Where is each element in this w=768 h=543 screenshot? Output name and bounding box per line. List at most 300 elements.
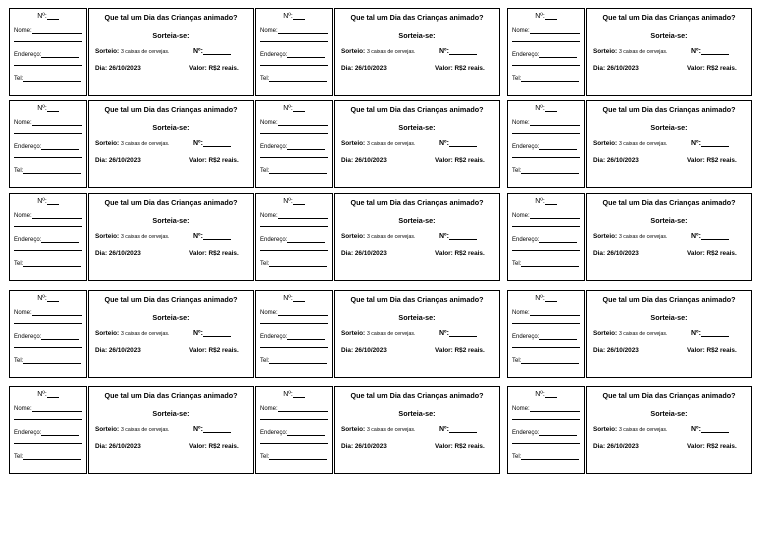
stub-phone-field (14, 453, 81, 460)
stub-phone-label: Tel: (512, 358, 522, 364)
ticket-subtitle: Sorteia-se: (152, 313, 190, 322)
stub-number (256, 294, 332, 302)
stub-address-line (287, 143, 325, 150)
ticket-stub (507, 193, 585, 281)
stub-number-blank (293, 12, 305, 20)
stub-address-line-2 (512, 347, 580, 348)
stub-phone-label: Tel: (512, 168, 522, 174)
prize-text: 3 caixas de cervejas. (120, 234, 170, 240)
stub-name-field (512, 27, 580, 34)
ticket-number-blank (449, 47, 477, 55)
ticket-body (334, 8, 500, 96)
prize-line (341, 48, 415, 55)
stub-address-label: Endereço: (260, 52, 288, 58)
stub-phone-label: Tel: (14, 454, 24, 460)
ticket-number-blank (449, 232, 477, 240)
stub-address-field (260, 333, 325, 340)
ticket-number-blank (701, 139, 729, 147)
ticket-number (691, 139, 729, 147)
stub-phone-field (14, 260, 81, 267)
stub-name-line (530, 119, 580, 126)
stub-address-field (512, 236, 577, 243)
ticket-number (691, 425, 729, 433)
ticket-number-blank (701, 329, 729, 337)
stub-name-line (278, 27, 328, 34)
stub-phone-line (23, 453, 81, 460)
prize-label: Sorteio: (593, 48, 618, 55)
ticket-body (88, 386, 254, 474)
ticket-stub (255, 193, 333, 281)
stub-name-field (14, 309, 82, 316)
stub-phone-label: Tel: (260, 261, 270, 267)
stub-number (256, 104, 332, 112)
stub-address-line (287, 236, 325, 243)
stub-name-field (14, 212, 82, 219)
ticket-price: Valor: R$2 reais. (189, 443, 239, 450)
ticket-subtitle: Sorteia-se: (398, 216, 436, 225)
draw-date: Dia: 26/10/2023 (95, 347, 141, 354)
stub-name-line-2 (512, 419, 580, 420)
ticket-number-blank (203, 139, 231, 147)
stub-address-line (539, 429, 577, 436)
prize-label: Sorteio: (593, 140, 618, 147)
ticket-number-label: Nº: (691, 140, 701, 147)
stub-phone-line (269, 453, 327, 460)
ticket-number (439, 329, 477, 337)
stub-name-field (512, 119, 580, 126)
stub-phone-line (521, 75, 579, 82)
ticket-number (439, 232, 477, 240)
stub-number-label: Nº: (37, 391, 47, 398)
stub-name-line (530, 309, 580, 316)
stub-name-line-2 (260, 419, 328, 420)
stub-name-line-2 (14, 133, 82, 134)
ticket-number (193, 232, 231, 240)
stub-name-line-2 (260, 323, 328, 324)
ticket-number (193, 47, 231, 55)
stub-phone-field (512, 260, 579, 267)
stub-name-line (278, 309, 328, 316)
stub-name-label: Nome: (14, 120, 32, 126)
stub-name-line-2 (260, 133, 328, 134)
stub-address-line (287, 429, 325, 436)
prize-text: 3 caixas de cervejas. (120, 427, 170, 433)
stub-phone-field (260, 260, 327, 267)
stub-address-line-2 (14, 250, 82, 251)
stub-phone-label: Tel: (512, 261, 522, 267)
stub-number-label: Nº: (37, 198, 47, 205)
stub-address-field (512, 333, 577, 340)
ticket-stub (9, 8, 87, 96)
draw-date: Dia: 26/10/2023 (95, 157, 141, 164)
stub-number-blank (293, 294, 305, 302)
stub-phone-field (512, 167, 579, 174)
ticket-number (193, 139, 231, 147)
stub-phone-line (521, 357, 579, 364)
stub-name-label: Nome: (260, 406, 278, 412)
draw-date: Dia: 26/10/2023 (593, 347, 639, 354)
stub-name-line-2 (260, 41, 328, 42)
stub-number-label: Nº: (283, 198, 293, 205)
ticket-stub (9, 290, 87, 378)
ticket-number-blank (449, 425, 477, 433)
stub-address-field (14, 236, 79, 243)
stub-address-line-2 (512, 65, 580, 66)
stub-number-label: Nº: (535, 105, 545, 112)
prize-text: 3 caixas de cervejas. (618, 331, 668, 337)
stub-name-line (278, 212, 328, 219)
ticket-body (586, 290, 752, 378)
prize-line (593, 233, 667, 240)
stub-number-label: Nº: (535, 295, 545, 302)
ticket-subtitle: Sorteia-se: (152, 31, 190, 40)
stub-address-line-2 (14, 65, 82, 66)
stub-phone-label: Tel: (260, 358, 270, 364)
stub-name-line-2 (14, 226, 82, 227)
raffle-ticket (9, 8, 256, 96)
stub-name-line-2 (14, 419, 82, 420)
prize-line (593, 330, 667, 337)
ticket-number-blank (449, 329, 477, 337)
draw-date: Dia: 26/10/2023 (593, 443, 639, 450)
stub-address-label: Endereço: (512, 334, 540, 340)
stub-phone-label: Tel: (14, 168, 24, 174)
stub-phone-line (269, 260, 327, 267)
stub-number-blank (293, 104, 305, 112)
stub-number-label: Nº: (283, 391, 293, 398)
ticket-body (88, 8, 254, 96)
stub-address-field (512, 143, 577, 150)
prize-text: 3 caixas de cervejas. (366, 427, 416, 433)
prize-text: 3 caixas de cervejas. (366, 141, 416, 147)
ticket-subtitle: Sorteia-se: (152, 123, 190, 132)
stub-address-line (539, 143, 577, 150)
stub-number (10, 197, 86, 205)
stub-address-line (41, 51, 79, 58)
stub-name-line-2 (512, 133, 580, 134)
ticket-subtitle: Sorteia-se: (650, 123, 688, 132)
stub-phone-line (269, 75, 327, 82)
ticket-title: Que tal um Dia das Crianças animado? (350, 198, 484, 207)
stub-number-blank (47, 12, 59, 20)
ticket-title: Que tal um Dia das Crianças animado? (602, 105, 736, 114)
stub-name-line (32, 27, 82, 34)
stub-address-label: Endereço: (512, 430, 540, 436)
prize-line (95, 426, 169, 433)
ticket-title: Que tal um Dia das Crianças animado? (350, 105, 484, 114)
stub-address-line-2 (260, 443, 328, 444)
ticket-stub (255, 386, 333, 474)
prize-text: 3 caixas de cervejas. (618, 141, 668, 147)
ticket-body (334, 100, 500, 188)
ticket-number-label: Nº: (691, 48, 701, 55)
stub-name-field (512, 309, 580, 316)
stub-address-line (41, 236, 79, 243)
stub-address-line (539, 333, 577, 340)
stub-number-label: Nº: (283, 13, 293, 20)
ticket-price: Valor: R$2 reais. (435, 250, 485, 257)
stub-address-line (287, 51, 325, 58)
stub-address-label: Endereço: (260, 430, 288, 436)
ticket-number-blank (701, 232, 729, 240)
raffle-ticket (507, 100, 754, 188)
stub-phone-field (512, 453, 579, 460)
ticket-number-blank (203, 232, 231, 240)
ticket-price: Valor: R$2 reais. (687, 65, 737, 72)
ticket-title: Que tal um Dia das Crianças animado? (350, 391, 484, 400)
stub-number (10, 12, 86, 20)
ticket-subtitle: Sorteia-se: (398, 31, 436, 40)
prize-line (95, 330, 169, 337)
ticket-price: Valor: R$2 reais. (189, 347, 239, 354)
stub-phone-field (14, 357, 81, 364)
ticket-stub (507, 100, 585, 188)
stub-number-blank (545, 294, 557, 302)
stub-number (508, 294, 584, 302)
prize-label: Sorteio: (95, 48, 120, 55)
ticket-subtitle: Sorteia-se: (650, 409, 688, 418)
ticket-stub (255, 8, 333, 96)
stub-name-field (14, 27, 82, 34)
ticket-number (691, 329, 729, 337)
draw-date: Dia: 26/10/2023 (341, 250, 387, 257)
stub-number-label: Nº: (535, 13, 545, 20)
stub-name-label: Nome: (512, 213, 530, 219)
ticket-price: Valor: R$2 reais. (687, 347, 737, 354)
stub-phone-line (269, 357, 327, 364)
ticket-number-label: Nº: (439, 426, 449, 433)
ticket-number-label: Nº: (193, 140, 203, 147)
raffle-ticket (9, 290, 256, 378)
prize-label: Sorteio: (95, 330, 120, 337)
stub-name-label: Nome: (14, 310, 32, 316)
stub-address-label: Endereço: (260, 237, 288, 243)
prize-label: Sorteio: (95, 140, 120, 147)
stub-address-label: Endereço: (14, 52, 42, 58)
stub-number (508, 12, 584, 20)
prize-text: 3 caixas de cervejas. (366, 234, 416, 240)
ticket-body (334, 386, 500, 474)
raffle-ticket (9, 100, 256, 188)
stub-address-field (512, 429, 577, 436)
prize-label: Sorteio: (341, 233, 366, 240)
ticket-price: Valor: R$2 reais. (435, 443, 485, 450)
stub-name-line (278, 405, 328, 412)
draw-date: Dia: 26/10/2023 (341, 65, 387, 72)
prize-line (593, 426, 667, 433)
stub-name-line-2 (512, 323, 580, 324)
raffle-ticket (507, 386, 754, 474)
stub-address-line-2 (260, 65, 328, 66)
stub-address-field (260, 429, 325, 436)
ticket-number-label: Nº: (193, 233, 203, 240)
ticket-title: Que tal um Dia das Crianças animado? (350, 13, 484, 22)
ticket-number-label: Nº: (691, 330, 701, 337)
prize-label: Sorteio: (593, 330, 618, 337)
stub-phone-line (23, 167, 81, 174)
ticket-number-label: Nº: (439, 330, 449, 337)
raffle-ticket (255, 290, 502, 378)
stub-name-line (530, 405, 580, 412)
prize-text: 3 caixas de cervejas. (618, 234, 668, 240)
stub-phone-line (23, 260, 81, 267)
stub-number-label: Nº: (535, 391, 545, 398)
stub-name-label: Nome: (14, 213, 32, 219)
ticket-number-blank (203, 425, 231, 433)
stub-number-blank (47, 197, 59, 205)
stub-name-field (260, 309, 328, 316)
stub-number-label: Nº: (37, 295, 47, 302)
prize-text: 3 caixas de cervejas. (366, 49, 416, 55)
ticket-title: Que tal um Dia das Crianças animado? (104, 13, 238, 22)
ticket-price: Valor: R$2 reais. (435, 157, 485, 164)
stub-number (10, 390, 86, 398)
draw-date: Dia: 26/10/2023 (341, 347, 387, 354)
ticket-stub (255, 290, 333, 378)
prize-label: Sorteio: (341, 48, 366, 55)
ticket-subtitle: Sorteia-se: (152, 409, 190, 418)
stub-phone-line (521, 167, 579, 174)
ticket-number (193, 425, 231, 433)
ticket-stub (9, 193, 87, 281)
stub-name-line (530, 27, 580, 34)
ticket-number-blank (701, 425, 729, 433)
prize-text: 3 caixas de cervejas. (120, 331, 170, 337)
stub-address-label: Endereço: (512, 237, 540, 243)
stub-address-field (260, 236, 325, 243)
ticket-title: Que tal um Dia das Crianças animado? (104, 105, 238, 114)
ticket-title: Que tal um Dia das Crianças animado? (602, 295, 736, 304)
stub-address-label: Endereço: (14, 334, 42, 340)
draw-date: Dia: 26/10/2023 (341, 157, 387, 164)
ticket-price: Valor: R$2 reais. (687, 250, 737, 257)
stub-number-blank (47, 294, 59, 302)
stub-name-line-2 (14, 323, 82, 324)
prize-label: Sorteio: (341, 140, 366, 147)
ticket-price: Valor: R$2 reais. (189, 157, 239, 164)
ticket-stub (507, 290, 585, 378)
ticket-number (193, 329, 231, 337)
prize-line (341, 330, 415, 337)
prize-line (341, 426, 415, 433)
ticket-number (439, 47, 477, 55)
stub-address-field (14, 429, 79, 436)
stub-address-field (260, 143, 325, 150)
ticket-body (88, 100, 254, 188)
stub-number (256, 390, 332, 398)
stub-phone-label: Tel: (14, 261, 24, 267)
stub-phone-field (512, 357, 579, 364)
ticket-subtitle: Sorteia-se: (398, 123, 436, 132)
stub-name-label: Nome: (260, 120, 278, 126)
draw-date: Dia: 26/10/2023 (593, 65, 639, 72)
stub-number (508, 197, 584, 205)
stub-name-field (260, 27, 328, 34)
raffle-ticket (507, 290, 754, 378)
stub-phone-field (14, 75, 81, 82)
stub-name-label: Nome: (512, 120, 530, 126)
stub-name-label: Nome: (14, 28, 32, 34)
stub-phone-line (521, 260, 579, 267)
ticket-subtitle: Sorteia-se: (650, 216, 688, 225)
stub-phone-label: Tel: (14, 358, 24, 364)
raffle-ticket (507, 8, 754, 96)
stub-number-blank (47, 104, 59, 112)
prize-line (341, 140, 415, 147)
ticket-body (334, 290, 500, 378)
stub-phone-field (14, 167, 81, 174)
stub-address-line-2 (260, 250, 328, 251)
stub-phone-label: Tel: (260, 168, 270, 174)
stub-phone-field (260, 453, 327, 460)
ticket-number (439, 425, 477, 433)
prize-text: 3 caixas de cervejas. (366, 331, 416, 337)
stub-name-label: Nome: (512, 406, 530, 412)
ticket-stub (9, 100, 87, 188)
ticket-price: Valor: R$2 reais. (435, 347, 485, 354)
stub-number-label: Nº: (535, 198, 545, 205)
stub-name-field (14, 119, 82, 126)
stub-name-label: Nome: (260, 310, 278, 316)
ticket-number-label: Nº: (439, 233, 449, 240)
ticket-number-blank (449, 139, 477, 147)
ticket-title: Que tal um Dia das Crianças animado? (602, 13, 736, 22)
stub-address-field (14, 333, 79, 340)
stub-number-label: Nº: (37, 105, 47, 112)
raffle-ticket (255, 8, 502, 96)
stub-phone-field (260, 357, 327, 364)
stub-name-field (260, 212, 328, 219)
raffle-ticket (255, 193, 502, 281)
ticket-number-blank (203, 47, 231, 55)
stub-name-line (32, 309, 82, 316)
stub-address-line-2 (14, 347, 82, 348)
stub-number-label: Nº: (37, 13, 47, 20)
draw-date: Dia: 26/10/2023 (593, 250, 639, 257)
ticket-body (586, 100, 752, 188)
prize-label: Sorteio: (95, 233, 120, 240)
stub-phone-line (23, 75, 81, 82)
ticket-subtitle: Sorteia-se: (650, 313, 688, 322)
ticket-number-label: Nº: (193, 426, 203, 433)
stub-address-label: Endereço: (14, 237, 42, 243)
prize-text: 3 caixas de cervejas. (618, 427, 668, 433)
stub-name-line (32, 119, 82, 126)
stub-phone-label: Tel: (260, 454, 270, 460)
stub-number-blank (545, 12, 557, 20)
ticket-body (334, 193, 500, 281)
draw-date: Dia: 26/10/2023 (95, 443, 141, 450)
ticket-title: Que tal um Dia das Crianças animado? (602, 198, 736, 207)
ticket-stub (507, 386, 585, 474)
raffle-ticket (255, 100, 502, 188)
ticket-body (586, 8, 752, 96)
ticket-body (586, 386, 752, 474)
stub-name-field (260, 405, 328, 412)
stub-name-line-2 (512, 226, 580, 227)
stub-address-field (512, 51, 577, 58)
prize-line (95, 233, 169, 240)
stub-name-label: Nome: (14, 406, 32, 412)
ticket-title: Que tal um Dia das Crianças animado? (602, 391, 736, 400)
ticket-number-blank (701, 47, 729, 55)
stub-number (10, 104, 86, 112)
stub-number-blank (545, 104, 557, 112)
ticket-stub (9, 386, 87, 474)
stub-phone-line (269, 167, 327, 174)
stub-address-label: Endereço: (260, 334, 288, 340)
raffle-ticket (9, 386, 256, 474)
